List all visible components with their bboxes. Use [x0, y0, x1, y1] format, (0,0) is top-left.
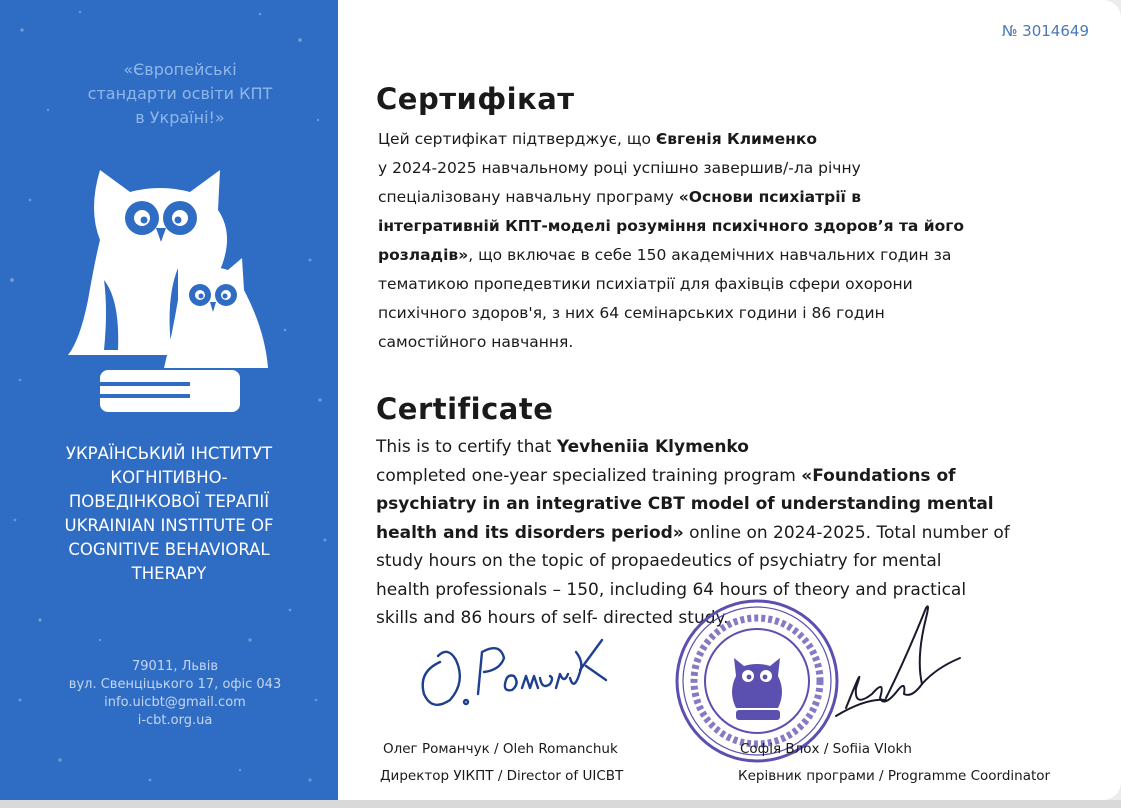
program-title-en: «Foundations of: [801, 465, 956, 486]
recipient-name-en: Yevheniia Klymenko: [556, 437, 749, 457]
institute-name-en-line: THERAPY: [131, 564, 207, 583]
body-uk-line: [378, 183, 1108, 212]
signer-right-role: Керівник програми / Programme Coordinator: [738, 768, 1051, 784]
signer-left-name: Олег Романчук / Oleh Romanchuk: [383, 741, 618, 757]
body-en-line: skills and 86 hours of self- directed study.: [376, 608, 729, 628]
body-uk-line: [378, 241, 1108, 270]
body-en-line: study hours on the topic of propaedeutics of psychiatry for mental: [376, 551, 942, 571]
body-uk: [378, 125, 1108, 357]
body-en-line: health professionals – 150, including 64 hours of theory and practical: [376, 579, 967, 600]
email-text: info.uicbt@gmail.com: [104, 695, 246, 710]
title-uk: Сертифікат: [376, 82, 575, 116]
text-span: , що включає в себе 150 академічних навчальних годин за: [468, 246, 952, 264]
signer-left-role: Директор УІКПТ / Director of UICBT: [380, 768, 624, 784]
address-street: вул. Свенціцького 17, офіс 043: [68, 677, 282, 692]
title-en: Certificate: [376, 392, 554, 426]
program-title-en: psychiatry in an integrative CBT model of understanding mental: [376, 494, 994, 514]
body-en-line: [376, 519, 1106, 548]
text-span: This is to certify that: [376, 437, 557, 457]
bottom-strip: [0, 800, 1121, 808]
website-text: i-cbt.org.ua: [137, 713, 213, 728]
institute-name-uk-line: УКРАЇНСЬКИЙ ІНСТИТУТ: [65, 444, 273, 463]
body-en-line: [376, 433, 1106, 462]
body-en-line: [376, 490, 1106, 519]
body-uk-line: психічного здоров'я, з них 64 семінарських години і 86 годин: [378, 304, 885, 322]
slogan-line: стандарти освіти КПТ: [87, 84, 273, 103]
body-uk-line: у 2024-2025 навчальному році успішно завершив/-ла річну: [378, 159, 861, 177]
recipient-name-uk: Євгенія Клименко: [655, 130, 817, 148]
certificate-number: № 3014649: [1001, 22, 1089, 40]
left-panel: [0, 0, 338, 800]
signer-right-name: Софія Влох / Sofiia Vlokh: [740, 741, 912, 757]
address-city: 79011, Львів: [132, 659, 218, 674]
body-uk-line: [378, 125, 1108, 154]
text-span: completed one-year specialized training program: [376, 465, 802, 486]
institute-name-uk-line: ПОВЕДІНКОВОЇ ТЕРАПІЇ: [68, 492, 270, 511]
institute-name-en-line: UKRAINIAN INSTITUTE OF: [64, 516, 274, 535]
body-uk-line: [378, 212, 1108, 241]
body-en-line: [376, 462, 1106, 491]
body-uk-line: самостійного навчання.: [378, 333, 574, 351]
institute-name: [30, 442, 308, 586]
program-title-en: health and its disorders period»: [376, 522, 684, 543]
owls-on-book-icon: [60, 150, 280, 415]
program-title-uk: інтегративній КПТ-моделі розуміння психічного здоров’я та його: [378, 217, 965, 235]
text-span: Цей сертифікат підтверджує, що: [378, 130, 656, 148]
slogan-line: в Україні!»: [135, 108, 225, 127]
signature-right: [826, 598, 966, 728]
text-span: спеціалізовану навчальну програму: [378, 188, 679, 206]
slogan: [60, 58, 300, 130]
program-title-uk: розладів»: [378, 246, 469, 264]
text-span: online on 2024-2025. Total number of: [683, 522, 1010, 543]
slogan-line: «Європейські: [123, 60, 237, 79]
signature-left: [410, 622, 610, 717]
contacts: [40, 658, 310, 730]
program-title-uk: «Основи психіатрії в: [678, 188, 862, 206]
body-uk-line: тематикою пропедевтики психіатрії для фахівців сфери охорони: [378, 275, 913, 293]
institute-name-uk-line: КОГНІТИВНО-: [110, 468, 228, 487]
institute-name-en-line: COGNITIVE BEHAVIORAL: [68, 540, 270, 559]
